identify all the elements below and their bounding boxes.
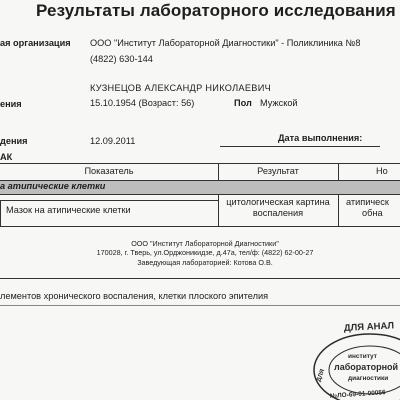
- row-norm-line1: атипическ: [346, 197, 389, 207]
- header-result: Результат: [257, 166, 299, 176]
- row-top-border: [0, 200, 218, 201]
- received-label: дения: [0, 136, 28, 146]
- row-result-line1: цитологическая картина: [226, 197, 330, 207]
- row-result-line2: воспаления: [252, 208, 304, 218]
- footer-address: 170028, г. Тверь, ул.Орджоникидзе, д.47а, тел/ф: (4822) 62-00-27: [96, 248, 314, 257]
- done-underline: [220, 146, 380, 147]
- stamp-bottom-text: №ЛО-69-01-00056: [329, 389, 386, 400]
- lab-stamp: [308, 318, 400, 400]
- header-indicator: Показатель: [84, 166, 134, 176]
- row-norm-line2: обна: [362, 208, 383, 218]
- sex-label: Пол: [234, 98, 252, 108]
- birth-value: 15.10.1954 (Возраст: 56): [90, 98, 195, 108]
- row-left-border: [0, 200, 1, 226]
- table-divider-2: [338, 163, 339, 180]
- stamp-word-2: лабораторной: [334, 362, 399, 372]
- band-bottom-border: [0, 194, 400, 195]
- conclusion-bottom-border: [0, 305, 400, 306]
- sex-value: Мужской: [260, 98, 298, 108]
- row-divider-2: [338, 194, 339, 226]
- org-phone: (4822) 630-144: [90, 54, 153, 64]
- page-title: Результаты лабораторного исследования: [36, 1, 396, 20]
- done-label: Дата выполнения:: [278, 133, 363, 143]
- patient-name: КУЗНЕЦОВ АЛЕКСАНДР НИКОЛАЕВИЧ: [90, 83, 272, 93]
- org-label: ая организация: [0, 38, 71, 48]
- received-value: 12.09.2011: [90, 136, 136, 146]
- row-indicator-name: Мазок на атипические клетки: [6, 205, 131, 215]
- stamp-word-3: диагностики: [348, 375, 389, 382]
- header-norm: Но: [376, 166, 388, 176]
- stamp-left-text: ДЛЯ: [316, 368, 327, 383]
- org-name: ООО "Институт Лабораторной Диагностики" - Поликлиника №8: [90, 38, 361, 48]
- conclusion-top-border: [0, 278, 400, 279]
- table-top-border: [0, 163, 400, 164]
- section-code: АК: [0, 152, 13, 162]
- birth-label: ения: [0, 99, 22, 109]
- row-bottom-border: [0, 226, 400, 227]
- footer-org: ООО "Институт Лабораторной Диагностики": [131, 239, 279, 248]
- footer-head: Заведующая лабораторией: Котова О.В.: [137, 258, 273, 267]
- stamp-word-1: институт: [348, 353, 377, 360]
- section-band-label: а атипические клетки: [0, 181, 106, 191]
- conclusion-text: лементов хронического воспаления, клетки плоского эпителия: [0, 291, 269, 301]
- stamp-top-text: ДЛЯ АНАЛ: [343, 320, 395, 334]
